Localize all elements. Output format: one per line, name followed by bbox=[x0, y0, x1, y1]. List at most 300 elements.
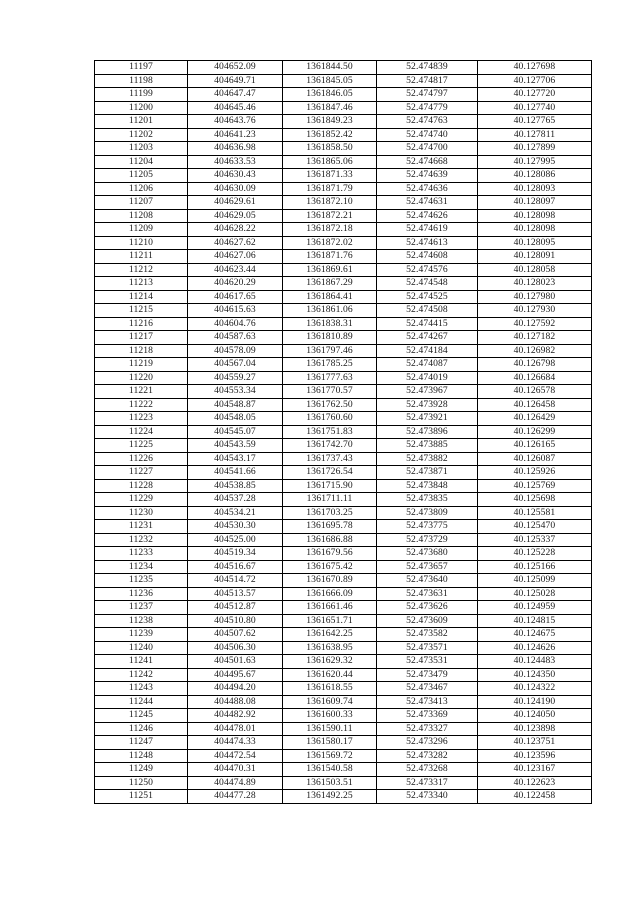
latitude-cell: 52.474087 bbox=[377, 358, 478, 372]
point-number-cell: 11230 bbox=[95, 506, 188, 520]
table-row bbox=[95, 560, 592, 574]
y-coordinate-cell: 1361742.70 bbox=[283, 439, 377, 453]
y-coordinate-cell: 1361810.89 bbox=[283, 331, 377, 345]
longitude-cell: 40.126087 bbox=[478, 452, 592, 466]
y-coordinate-cell: 1361770.57 bbox=[283, 385, 377, 399]
y-coordinate-cell: 1361651.71 bbox=[283, 614, 377, 628]
x-coordinate-cell: 404627.06 bbox=[188, 250, 283, 264]
latitude-cell: 52.473413 bbox=[377, 695, 478, 709]
table-row bbox=[95, 358, 592, 372]
table-row bbox=[95, 601, 592, 615]
latitude-cell: 52.474525 bbox=[377, 290, 478, 304]
latitude-cell: 52.473531 bbox=[377, 655, 478, 669]
coordinates-table-body bbox=[95, 61, 592, 804]
longitude-cell: 40.124350 bbox=[478, 668, 592, 682]
point-number-cell: 11205 bbox=[95, 169, 188, 183]
x-coordinate-cell: 404474.89 bbox=[188, 776, 283, 790]
y-coordinate-cell: 1361629.32 bbox=[283, 655, 377, 669]
latitude-cell: 52.474839 bbox=[377, 61, 478, 75]
point-number-cell: 11218 bbox=[95, 344, 188, 358]
point-number-cell: 11233 bbox=[95, 547, 188, 561]
table-row bbox=[95, 196, 592, 210]
longitude-cell: 40.124322 bbox=[478, 682, 592, 696]
y-coordinate-cell: 1361661.46 bbox=[283, 601, 377, 615]
y-coordinate-cell: 1361777.63 bbox=[283, 371, 377, 385]
point-number-cell: 11222 bbox=[95, 398, 188, 412]
latitude-cell: 52.473967 bbox=[377, 385, 478, 399]
latitude-cell: 52.474779 bbox=[377, 101, 478, 115]
longitude-cell: 40.127740 bbox=[478, 101, 592, 115]
y-coordinate-cell: 1361686.88 bbox=[283, 533, 377, 547]
latitude-cell: 52.473571 bbox=[377, 641, 478, 655]
latitude-cell: 52.473680 bbox=[377, 547, 478, 561]
longitude-cell: 40.125470 bbox=[478, 520, 592, 534]
x-coordinate-cell: 404604.76 bbox=[188, 317, 283, 331]
x-coordinate-cell: 404482.92 bbox=[188, 709, 283, 723]
latitude-cell: 52.473282 bbox=[377, 749, 478, 763]
x-coordinate-cell: 404470.31 bbox=[188, 763, 283, 777]
point-number-cell: 11204 bbox=[95, 155, 188, 169]
x-coordinate-cell: 404545.07 bbox=[188, 425, 283, 439]
latitude-cell: 52.473296 bbox=[377, 736, 478, 750]
point-number-cell: 11236 bbox=[95, 587, 188, 601]
y-coordinate-cell: 1361638.95 bbox=[283, 641, 377, 655]
longitude-cell: 40.124675 bbox=[478, 628, 592, 642]
x-coordinate-cell: 404629.05 bbox=[188, 209, 283, 223]
table-row bbox=[95, 466, 592, 480]
y-coordinate-cell: 1361872.02 bbox=[283, 236, 377, 250]
x-coordinate-cell: 404553.34 bbox=[188, 385, 283, 399]
x-coordinate-cell: 404643.76 bbox=[188, 115, 283, 129]
point-number-cell: 11237 bbox=[95, 601, 188, 615]
y-coordinate-cell: 1361679.56 bbox=[283, 547, 377, 561]
table-row bbox=[95, 736, 592, 750]
table-row bbox=[95, 74, 592, 88]
latitude-cell: 52.473268 bbox=[377, 763, 478, 777]
table-row bbox=[95, 655, 592, 669]
x-coordinate-cell: 404538.85 bbox=[188, 479, 283, 493]
latitude-cell: 52.474639 bbox=[377, 169, 478, 183]
table-row bbox=[95, 628, 592, 642]
x-coordinate-cell: 404495.67 bbox=[188, 668, 283, 682]
longitude-cell: 40.127706 bbox=[478, 74, 592, 88]
point-number-cell: 11227 bbox=[95, 466, 188, 480]
y-coordinate-cell: 1361872.21 bbox=[283, 209, 377, 223]
point-number-cell: 11225 bbox=[95, 439, 188, 453]
longitude-cell: 40.126578 bbox=[478, 385, 592, 399]
y-coordinate-cell: 1361864.41 bbox=[283, 290, 377, 304]
x-coordinate-cell: 404630.09 bbox=[188, 182, 283, 196]
table-row bbox=[95, 182, 592, 196]
longitude-cell: 40.128098 bbox=[478, 223, 592, 237]
latitude-cell: 52.474763 bbox=[377, 115, 478, 129]
longitude-cell: 40.128093 bbox=[478, 182, 592, 196]
x-coordinate-cell: 404587.63 bbox=[188, 331, 283, 345]
y-coordinate-cell: 1361865.06 bbox=[283, 155, 377, 169]
y-coordinate-cell: 1361797.46 bbox=[283, 344, 377, 358]
point-number-cell: 11231 bbox=[95, 520, 188, 534]
point-number-cell: 11208 bbox=[95, 209, 188, 223]
longitude-cell: 40.127592 bbox=[478, 317, 592, 331]
table-row bbox=[95, 587, 592, 601]
table-row bbox=[95, 425, 592, 439]
table-row bbox=[95, 250, 592, 264]
point-number-cell: 11242 bbox=[95, 668, 188, 682]
longitude-cell: 40.126429 bbox=[478, 412, 592, 426]
x-coordinate-cell: 404543.17 bbox=[188, 452, 283, 466]
table-row bbox=[95, 331, 592, 345]
latitude-cell: 52.474619 bbox=[377, 223, 478, 237]
longitude-cell: 40.127980 bbox=[478, 290, 592, 304]
y-coordinate-cell: 1361726.54 bbox=[283, 466, 377, 480]
table-row bbox=[95, 682, 592, 696]
y-coordinate-cell: 1361715.90 bbox=[283, 479, 377, 493]
latitude-cell: 52.473809 bbox=[377, 506, 478, 520]
longitude-cell: 40.127811 bbox=[478, 128, 592, 142]
table-row bbox=[95, 142, 592, 156]
x-coordinate-cell: 404513.57 bbox=[188, 587, 283, 601]
table-row bbox=[95, 506, 592, 520]
point-number-cell: 11249 bbox=[95, 763, 188, 777]
y-coordinate-cell: 1361847.46 bbox=[283, 101, 377, 115]
x-coordinate-cell: 404636.98 bbox=[188, 142, 283, 156]
y-coordinate-cell: 1361867.29 bbox=[283, 277, 377, 291]
longitude-cell: 40.126299 bbox=[478, 425, 592, 439]
y-coordinate-cell: 1361852.42 bbox=[283, 128, 377, 142]
longitude-cell: 40.123898 bbox=[478, 722, 592, 736]
latitude-cell: 52.473609 bbox=[377, 614, 478, 628]
latitude-cell: 52.474184 bbox=[377, 344, 478, 358]
y-coordinate-cell: 1361838.31 bbox=[283, 317, 377, 331]
table-row bbox=[95, 263, 592, 277]
table-row bbox=[95, 493, 592, 507]
table-row bbox=[95, 695, 592, 709]
table-row bbox=[95, 290, 592, 304]
table-row bbox=[95, 223, 592, 237]
latitude-cell: 52.473835 bbox=[377, 493, 478, 507]
y-coordinate-cell: 1361670.89 bbox=[283, 574, 377, 588]
latitude-cell: 52.473626 bbox=[377, 601, 478, 615]
x-coordinate-cell: 404645.46 bbox=[188, 101, 283, 115]
y-coordinate-cell: 1361751.83 bbox=[283, 425, 377, 439]
x-coordinate-cell: 404534.21 bbox=[188, 506, 283, 520]
point-number-cell: 11216 bbox=[95, 317, 188, 331]
longitude-cell: 40.127765 bbox=[478, 115, 592, 129]
longitude-cell: 40.126684 bbox=[478, 371, 592, 385]
y-coordinate-cell: 1361760.60 bbox=[283, 412, 377, 426]
table-row bbox=[95, 115, 592, 129]
point-number-cell: 11245 bbox=[95, 709, 188, 723]
point-number-cell: 11229 bbox=[95, 493, 188, 507]
latitude-cell: 52.474631 bbox=[377, 196, 478, 210]
point-number-cell: 11241 bbox=[95, 655, 188, 669]
table-row bbox=[95, 371, 592, 385]
x-coordinate-cell: 404494.20 bbox=[188, 682, 283, 696]
longitude-cell: 40.126982 bbox=[478, 344, 592, 358]
latitude-cell: 52.474636 bbox=[377, 182, 478, 196]
point-number-cell: 11217 bbox=[95, 331, 188, 345]
point-number-cell: 11244 bbox=[95, 695, 188, 709]
x-coordinate-cell: 404617.65 bbox=[188, 290, 283, 304]
table-row bbox=[95, 61, 592, 75]
latitude-cell: 52.473928 bbox=[377, 398, 478, 412]
y-coordinate-cell: 1361618.55 bbox=[283, 682, 377, 696]
longitude-cell: 40.128097 bbox=[478, 196, 592, 210]
longitude-cell: 40.122458 bbox=[478, 790, 592, 804]
latitude-cell: 52.473921 bbox=[377, 412, 478, 426]
y-coordinate-cell: 1361695.78 bbox=[283, 520, 377, 534]
longitude-cell: 40.128023 bbox=[478, 277, 592, 291]
longitude-cell: 40.128095 bbox=[478, 236, 592, 250]
point-number-cell: 11251 bbox=[95, 790, 188, 804]
latitude-cell: 52.474576 bbox=[377, 263, 478, 277]
longitude-cell: 40.123596 bbox=[478, 749, 592, 763]
point-number-cell: 11198 bbox=[95, 74, 188, 88]
point-number-cell: 11228 bbox=[95, 479, 188, 493]
x-coordinate-cell: 404627.62 bbox=[188, 236, 283, 250]
table-row bbox=[95, 709, 592, 723]
y-coordinate-cell: 1361580.17 bbox=[283, 736, 377, 750]
longitude-cell: 40.125099 bbox=[478, 574, 592, 588]
x-coordinate-cell: 404647.47 bbox=[188, 88, 283, 102]
x-coordinate-cell: 404548.87 bbox=[188, 398, 283, 412]
x-coordinate-cell: 404501.63 bbox=[188, 655, 283, 669]
table-row bbox=[95, 439, 592, 453]
latitude-cell: 52.473340 bbox=[377, 790, 478, 804]
table-row bbox=[95, 101, 592, 115]
y-coordinate-cell: 1361503.51 bbox=[283, 776, 377, 790]
y-coordinate-cell: 1361762.50 bbox=[283, 398, 377, 412]
longitude-cell: 40.125698 bbox=[478, 493, 592, 507]
point-number-cell: 11243 bbox=[95, 682, 188, 696]
latitude-cell: 52.473479 bbox=[377, 668, 478, 682]
longitude-cell: 40.123751 bbox=[478, 736, 592, 750]
x-coordinate-cell: 404543.59 bbox=[188, 439, 283, 453]
table-row bbox=[95, 344, 592, 358]
latitude-cell: 52.474019 bbox=[377, 371, 478, 385]
table-row bbox=[95, 763, 592, 777]
point-number-cell: 11224 bbox=[95, 425, 188, 439]
y-coordinate-cell: 1361871.76 bbox=[283, 250, 377, 264]
longitude-cell: 40.128086 bbox=[478, 169, 592, 183]
point-number-cell: 11239 bbox=[95, 628, 188, 642]
point-number-cell: 11213 bbox=[95, 277, 188, 291]
latitude-cell: 52.473631 bbox=[377, 587, 478, 601]
longitude-cell: 40.123167 bbox=[478, 763, 592, 777]
x-coordinate-cell: 404514.72 bbox=[188, 574, 283, 588]
latitude-cell: 52.473885 bbox=[377, 439, 478, 453]
x-coordinate-cell: 404512.87 bbox=[188, 601, 283, 615]
point-number-cell: 11232 bbox=[95, 533, 188, 547]
table-row bbox=[95, 169, 592, 183]
longitude-cell: 40.125769 bbox=[478, 479, 592, 493]
table-row bbox=[95, 277, 592, 291]
x-coordinate-cell: 404559.27 bbox=[188, 371, 283, 385]
point-number-cell: 11201 bbox=[95, 115, 188, 129]
point-number-cell: 11209 bbox=[95, 223, 188, 237]
y-coordinate-cell: 1361703.25 bbox=[283, 506, 377, 520]
table-row bbox=[95, 479, 592, 493]
latitude-cell: 52.473327 bbox=[377, 722, 478, 736]
longitude-cell: 40.124190 bbox=[478, 695, 592, 709]
x-coordinate-cell: 404652.09 bbox=[188, 61, 283, 75]
latitude-cell: 52.474508 bbox=[377, 304, 478, 318]
y-coordinate-cell: 1361845.05 bbox=[283, 74, 377, 88]
y-coordinate-cell: 1361569.72 bbox=[283, 749, 377, 763]
x-coordinate-cell: 404472.54 bbox=[188, 749, 283, 763]
x-coordinate-cell: 404641.23 bbox=[188, 128, 283, 142]
y-coordinate-cell: 1361620.44 bbox=[283, 668, 377, 682]
latitude-cell: 52.473729 bbox=[377, 533, 478, 547]
table-row bbox=[95, 385, 592, 399]
point-number-cell: 11211 bbox=[95, 250, 188, 264]
latitude-cell: 52.473871 bbox=[377, 466, 478, 480]
x-coordinate-cell: 404516.67 bbox=[188, 560, 283, 574]
latitude-cell: 52.474415 bbox=[377, 317, 478, 331]
longitude-cell: 40.125337 bbox=[478, 533, 592, 547]
point-number-cell: 11235 bbox=[95, 574, 188, 588]
x-coordinate-cell: 404623.44 bbox=[188, 263, 283, 277]
y-coordinate-cell: 1361711.11 bbox=[283, 493, 377, 507]
y-coordinate-cell: 1361492.25 bbox=[283, 790, 377, 804]
latitude-cell: 52.474548 bbox=[377, 277, 478, 291]
table-row bbox=[95, 668, 592, 682]
x-coordinate-cell: 404478.01 bbox=[188, 722, 283, 736]
y-coordinate-cell: 1361849.23 bbox=[283, 115, 377, 129]
x-coordinate-cell: 404567.04 bbox=[188, 358, 283, 372]
y-coordinate-cell: 1361590.11 bbox=[283, 722, 377, 736]
coordinates-table bbox=[94, 60, 592, 804]
y-coordinate-cell: 1361844.50 bbox=[283, 61, 377, 75]
y-coordinate-cell: 1361861.06 bbox=[283, 304, 377, 318]
y-coordinate-cell: 1361871.33 bbox=[283, 169, 377, 183]
x-coordinate-cell: 404507.62 bbox=[188, 628, 283, 642]
table-row bbox=[95, 776, 592, 790]
latitude-cell: 52.474817 bbox=[377, 74, 478, 88]
latitude-cell: 52.474626 bbox=[377, 209, 478, 223]
x-coordinate-cell: 404541.66 bbox=[188, 466, 283, 480]
point-number-cell: 11221 bbox=[95, 385, 188, 399]
point-number-cell: 11197 bbox=[95, 61, 188, 75]
longitude-cell: 40.126798 bbox=[478, 358, 592, 372]
table-row bbox=[95, 236, 592, 250]
x-coordinate-cell: 404488.08 bbox=[188, 695, 283, 709]
table-row bbox=[95, 547, 592, 561]
x-coordinate-cell: 404620.29 bbox=[188, 277, 283, 291]
latitude-cell: 52.474613 bbox=[377, 236, 478, 250]
point-number-cell: 11234 bbox=[95, 560, 188, 574]
point-number-cell: 11206 bbox=[95, 182, 188, 196]
longitude-cell: 40.127995 bbox=[478, 155, 592, 169]
table-row bbox=[95, 452, 592, 466]
latitude-cell: 52.474700 bbox=[377, 142, 478, 156]
longitude-cell: 40.128058 bbox=[478, 263, 592, 277]
latitude-cell: 52.474740 bbox=[377, 128, 478, 142]
point-number-cell: 11207 bbox=[95, 196, 188, 210]
latitude-cell: 52.473775 bbox=[377, 520, 478, 534]
longitude-cell: 40.124815 bbox=[478, 614, 592, 628]
latitude-cell: 52.473882 bbox=[377, 452, 478, 466]
point-number-cell: 11203 bbox=[95, 142, 188, 156]
point-number-cell: 11238 bbox=[95, 614, 188, 628]
longitude-cell: 40.125166 bbox=[478, 560, 592, 574]
x-coordinate-cell: 404537.28 bbox=[188, 493, 283, 507]
latitude-cell: 52.473657 bbox=[377, 560, 478, 574]
y-coordinate-cell: 1361666.09 bbox=[283, 587, 377, 601]
longitude-cell: 40.128098 bbox=[478, 209, 592, 223]
point-number-cell: 11200 bbox=[95, 101, 188, 115]
table-row bbox=[95, 641, 592, 655]
table-row bbox=[95, 574, 592, 588]
x-coordinate-cell: 404578.09 bbox=[188, 344, 283, 358]
point-number-cell: 11246 bbox=[95, 722, 188, 736]
table-row bbox=[95, 155, 592, 169]
latitude-cell: 52.473896 bbox=[377, 425, 478, 439]
longitude-cell: 40.124050 bbox=[478, 709, 592, 723]
longitude-cell: 40.127182 bbox=[478, 331, 592, 345]
y-coordinate-cell: 1361785.25 bbox=[283, 358, 377, 372]
point-number-cell: 11219 bbox=[95, 358, 188, 372]
x-coordinate-cell: 404628.22 bbox=[188, 223, 283, 237]
x-coordinate-cell: 404510.80 bbox=[188, 614, 283, 628]
y-coordinate-cell: 1361675.42 bbox=[283, 560, 377, 574]
longitude-cell: 40.125028 bbox=[478, 587, 592, 601]
point-number-cell: 11199 bbox=[95, 88, 188, 102]
latitude-cell: 52.473848 bbox=[377, 479, 478, 493]
table-row bbox=[95, 398, 592, 412]
x-coordinate-cell: 404629.61 bbox=[188, 196, 283, 210]
latitude-cell: 52.473317 bbox=[377, 776, 478, 790]
point-number-cell: 11210 bbox=[95, 236, 188, 250]
table-row bbox=[95, 749, 592, 763]
point-number-cell: 11226 bbox=[95, 452, 188, 466]
y-coordinate-cell: 1361872.10 bbox=[283, 196, 377, 210]
y-coordinate-cell: 1361600.33 bbox=[283, 709, 377, 723]
x-coordinate-cell: 404649.71 bbox=[188, 74, 283, 88]
point-number-cell: 11248 bbox=[95, 749, 188, 763]
x-coordinate-cell: 404633.53 bbox=[188, 155, 283, 169]
longitude-cell: 40.127698 bbox=[478, 61, 592, 75]
y-coordinate-cell: 1361737.43 bbox=[283, 452, 377, 466]
x-coordinate-cell: 404474.33 bbox=[188, 736, 283, 750]
point-number-cell: 11240 bbox=[95, 641, 188, 655]
point-number-cell: 11215 bbox=[95, 304, 188, 318]
table-row bbox=[95, 128, 592, 142]
x-coordinate-cell: 404477.28 bbox=[188, 790, 283, 804]
y-coordinate-cell: 1361609.74 bbox=[283, 695, 377, 709]
y-coordinate-cell: 1361869.61 bbox=[283, 263, 377, 277]
latitude-cell: 52.473582 bbox=[377, 628, 478, 642]
x-coordinate-cell: 404630.43 bbox=[188, 169, 283, 183]
latitude-cell: 52.474797 bbox=[377, 88, 478, 102]
latitude-cell: 52.473640 bbox=[377, 574, 478, 588]
point-number-cell: 11202 bbox=[95, 128, 188, 142]
longitude-cell: 40.124483 bbox=[478, 655, 592, 669]
latitude-cell: 52.474267 bbox=[377, 331, 478, 345]
longitude-cell: 40.125926 bbox=[478, 466, 592, 480]
table-row bbox=[95, 533, 592, 547]
longitude-cell: 40.122623 bbox=[478, 776, 592, 790]
latitude-cell: 52.473369 bbox=[377, 709, 478, 723]
y-coordinate-cell: 1361871.79 bbox=[283, 182, 377, 196]
table-row bbox=[95, 317, 592, 331]
table-row bbox=[95, 520, 592, 534]
y-coordinate-cell: 1361846.05 bbox=[283, 88, 377, 102]
longitude-cell: 40.127930 bbox=[478, 304, 592, 318]
y-coordinate-cell: 1361540.58 bbox=[283, 763, 377, 777]
point-number-cell: 11214 bbox=[95, 290, 188, 304]
x-coordinate-cell: 404519.34 bbox=[188, 547, 283, 561]
